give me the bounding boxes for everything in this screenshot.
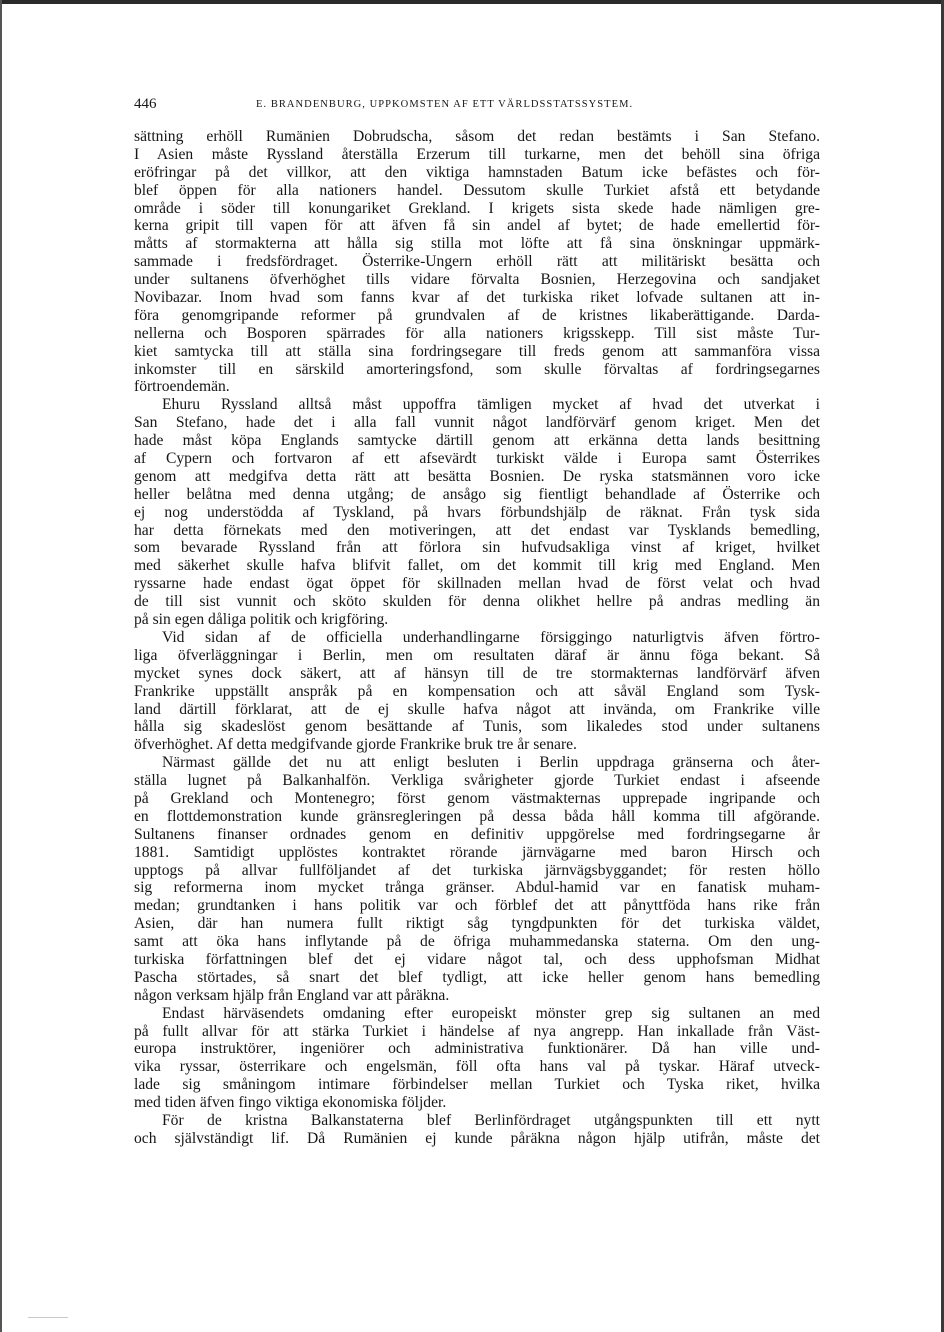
text-line: som bevarade Ryssland från att förlora sin hufvudsakliga vinst af kriget, hvilket bbox=[134, 539, 820, 557]
text-line: Vid sidan af de officiella underhandlingarne försiggingo naturligtvis äfven förtro- bbox=[162, 628, 820, 646]
text-line: af Cypern och fortvaron af ett afsevärdt turkiskt välde i Europa samt Österrikes bbox=[134, 450, 820, 468]
text-line: sammade i fredsfördraget. Österrike-Ungern erhöll rätt att militäriskt besätta och bbox=[134, 253, 820, 271]
text-line: hålla sig skadeslöst genom besättande af Tunis, som likaledes stod under sultanens bbox=[134, 718, 820, 736]
text-line: föra genomgripande reformer på grundvalen af de kristnes likaberättigande. Darda- bbox=[134, 306, 820, 324]
text-line: vika ryssar, österrikare och engelsmän, föll ofta hans val på tyskar. Häraf utveck- bbox=[134, 1058, 820, 1076]
running-title: E. BRANDENBURG, UPPKOMSTEN AF ETT VÄRLDSSTATSSYSTEM. bbox=[256, 99, 634, 110]
body-text bbox=[134, 128, 820, 1148]
text-line: eröfringar på det villkor, att den viktiga hamnstaden Batum icke befästes och för- bbox=[134, 163, 820, 181]
text-line: heller belåtna med denna utgång; de ansågo sig fientligt behandlade af Österrike och bbox=[134, 485, 820, 503]
text-line: upptogs på allvar fullföljandet af det turkiska järnvägsbyggandet; för resten höllo bbox=[134, 861, 820, 879]
text-line: Ehuru Ryssland alltså måst uppoffra tämligen mycket af hvad det utverkat i bbox=[162, 396, 820, 414]
scan-footer-mark bbox=[28, 1317, 68, 1318]
text-line: land därtill förklarat, att de ej skulle hafva något att invända, om Frankrike ville bbox=[134, 700, 820, 718]
text-line: blef öppen för alla nationers handel. Dessutom skulle Turkiet afstå ett betydande bbox=[134, 181, 820, 199]
text-line: de till sist vunnit och sköto skulden för denna olikhet hellre på andras medling än bbox=[134, 593, 820, 611]
text-line: kiet samtycka till att ställa sina fordringsegare till freds genom att sammanföra vissa bbox=[134, 342, 820, 360]
text-line: För de kristna Balkanstaterna blef Berlinfördraget utgångspunkten till ett nytt bbox=[162, 1111, 820, 1129]
scan-border-left bbox=[0, 0, 2, 1332]
text-line: turkiska författningen blef det ej vidare något tal, och dess upphofsman Midhat bbox=[134, 950, 820, 968]
text-line: 1881. Samtidigt upplöstes kontraktet rörande järnvägarne med baron Hirsch och bbox=[134, 843, 820, 861]
running-head bbox=[134, 96, 820, 114]
text-line: på Grekland och Montenegro; först genom västmakternas upprepade ingripande och bbox=[134, 789, 820, 807]
text-line: öfverhöghet. Af detta medgifvande gjorde Frankrike bruk tre år senare. bbox=[134, 736, 577, 754]
text-line: medan; grundtanken i hans politik var och förblef det att pånyttföda hans rike från bbox=[134, 897, 820, 915]
text-line: Närmast gällde det nu att enligt besluten i Berlin uppdraga gränserna och åter- bbox=[162, 754, 820, 772]
text-line: Pascha störtades, så snart det blef tydligt, att icke heller genom hans bemedling bbox=[134, 968, 820, 986]
text-line: med säkerhet skulle hafva blifvit fallet, om det kommit till krig med England. Men bbox=[134, 557, 820, 575]
text-line: genom att medgifva detta rätt att besätta Bosnien. De ryska statsmännen voro icke bbox=[134, 467, 820, 485]
text-line: liga öfverläggningar i Berlin, men om resultaten däraf är ännu föga bekant. Så bbox=[134, 646, 820, 664]
text-line: måtts af stormakterna att hålla sig stilla mot löfte att få sina önskningar uppmärk- bbox=[134, 235, 820, 253]
text-line: europa instruktörer, ingeniörer och administrativa funktionärer. Då han ville und- bbox=[134, 1040, 820, 1058]
text-line: område i söder till konungariket Grekland. I krigets sista skede hade nämligen gre- bbox=[134, 199, 820, 217]
text-line: sättning erhöll Rumänien Dobrudscha, såsom det redan bestämts i San Stefano. bbox=[134, 128, 820, 145]
text-line: I Asien måste Ryssland återställa Erzerum till turkarne, men det behöll sina öfriga bbox=[134, 145, 820, 163]
text-line: nellerna och Bosporen spärrades för alla nationers krigsskepp. Till sist måste Tur- bbox=[134, 324, 820, 342]
text-line: Frankrike uppställt anspråk på en kompensation och att såväl England som Tysk- bbox=[134, 682, 820, 700]
text-line: San Stefano, hade det i alla fall vunnit något landförvärf genom kriget. Men det bbox=[134, 414, 820, 432]
text-line: med tiden äfven fingo viktiga ekonomiska följder. bbox=[134, 1094, 447, 1112]
text-line: har detta förnekats med den motiveringen, att det endast var Tysklands bemedling, bbox=[134, 521, 820, 539]
text-line: inkomster till en särskild amorteringsfond, som skulle förvaltas af fordringsegarnes bbox=[134, 360, 820, 378]
text-line: kerna gripit till vapen för att äfven få sin andel af bytet; de hade emellertid för- bbox=[134, 217, 820, 235]
text-line: ryssarne hade endast ögat öppet för skillnaden mellan hvad de först velat och hvad bbox=[134, 575, 820, 593]
text-line: hade måst köpa Englands samtycke därtill genom att erkänna detta lands besittning bbox=[134, 432, 820, 450]
text-line: ej nog understödda af Tyskland, på hvars förbundshjälp de räknat. Från tysk sida bbox=[134, 503, 820, 521]
text-line: mycket synes dock säkert, att af hänsyn till de tre stormakternas landförvärf äfven bbox=[134, 664, 820, 682]
text-line: Asien, där han numera fullt riktigt såg tyngdpunkten för det turkiska väldet, bbox=[134, 915, 820, 933]
text-line: på sin egen dåliga politik och krigföring. bbox=[134, 611, 389, 629]
text-line: på fullt allvar för att stärka Turkiet i händelse af nya angrepp. Han inkallade från Väst- bbox=[134, 1022, 820, 1040]
text-line: förtroendemän. bbox=[134, 378, 230, 396]
text-line: under sultanens öfverhöghet tills vidare förvalta Bosnien, Herzegovina och sandjaket bbox=[134, 271, 820, 289]
page-number: 446 bbox=[134, 96, 157, 112]
text-line: Sultanens finanser ordnades genom en definitiv uppgörelse med fordringsegarne år bbox=[134, 825, 820, 843]
text-line: ställa lugnet på Balkanhalfön. Verkliga svårigheter gjorde Turkiet endast i afseende bbox=[134, 772, 820, 790]
text-line: en flottdemonstration kunde gränsregleringen på dessa båda håll komma till afgörande. bbox=[134, 807, 820, 825]
text-line: och självständigt lif. Då Rumänien ej kunde påräkna någon hjälp utifrån, måste det bbox=[134, 1129, 820, 1147]
text-line: Endast härväsendets omdaning efter europeiskt mönster grep sig sultanen an med bbox=[162, 1004, 820, 1022]
text-line: någon verksam hjälp från England var att påräkna. bbox=[134, 986, 450, 1004]
text-line: sig reformerna inom mycket trånga gränser. Abdul-hamid var en fanatisk muham- bbox=[134, 879, 820, 897]
scan-border-top bbox=[0, 0, 944, 4]
text-line: Novibazar. Inom hvad som fanns kvar af det turkiska riket lofvade sultanen att in- bbox=[134, 289, 820, 307]
text-line: lade sig småningom intimare förbindelser mellan Turkiet och Tyska riket, hvilka bbox=[134, 1076, 820, 1094]
text-line: samt att öka hans inflytande på de öfriga muhammedanska staterna. Om den ung- bbox=[134, 933, 820, 951]
